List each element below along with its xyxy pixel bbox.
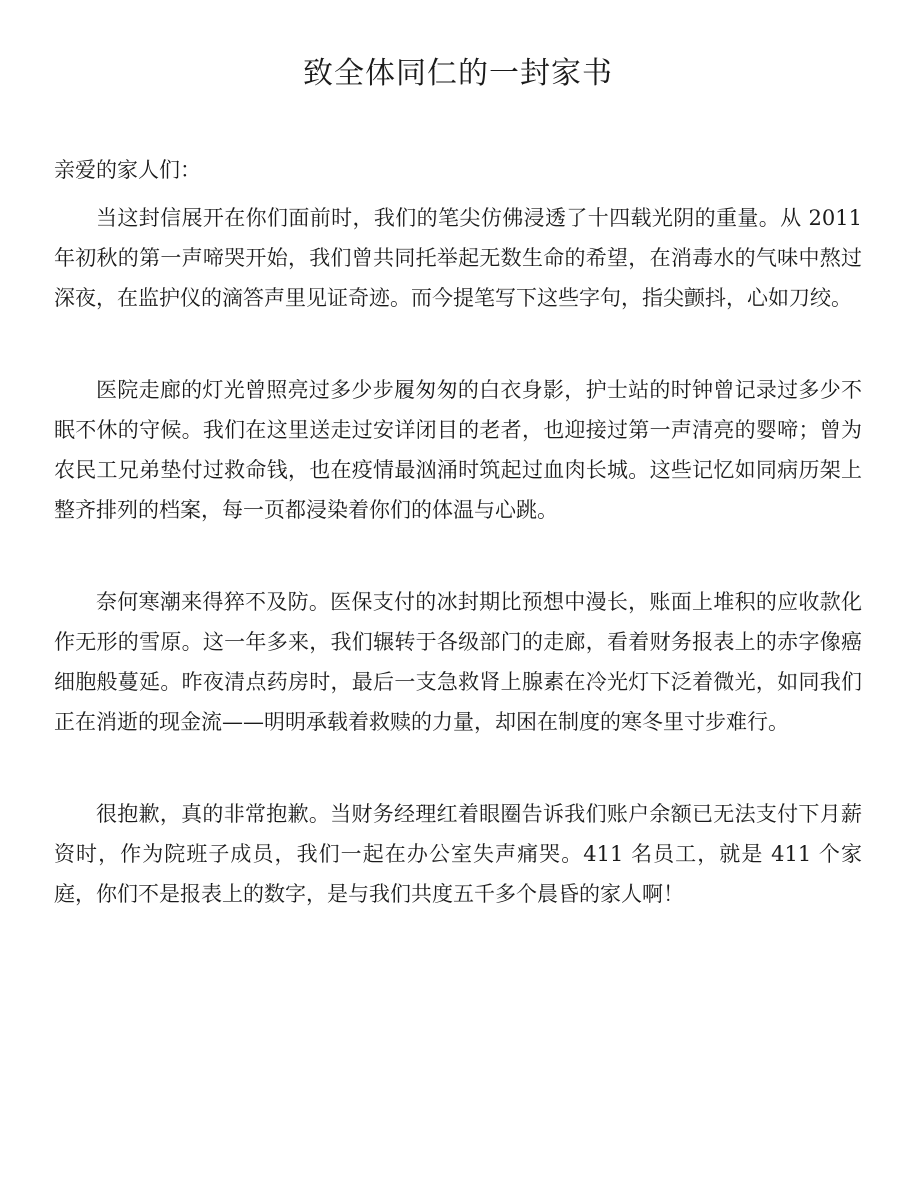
letter-paragraph-1: 当这封信展开在你们面前时，我们的笔尖仿佛浸透了十四载光阴的重量。从 2011 年初秋的第一声啼哭开始，我们曾共同托举起无数生命的希望，在消毒水的气味中熬过深夜，在监护仪的滴答声里见证奇迹。而今提笔写下这些字句，指尖颤抖，心如刀绞。 <box>54 206 862 310</box>
letter-salutation: 亲爱的家人们： <box>54 158 201 182</box>
letter-paragraph-4: 很抱歉，真的非常抱歉。当财务经理红着眼圈告诉我们账户余额已无法支付下月薪资时，作为院班子成员，我们一起在办公室失声痛哭。411 名员工，就是 411 个家庭，你们不是报表上的数字，是与我们共度五千多个晨昏的家人啊！ <box>54 802 862 906</box>
letter-paragraph-3: 奈何寒潮来得猝不及防。医保支付的冰封期比预想中漫长，账面上堆积的应收款化作无形的雪原。这一年多来，我们辗转于各级部门的走廊，看着财务报表上的赤字像癌细胞般蔓延。昨夜清点药房时，最后一支急救肾上腺素在冷光灯下泛着微光，如同我们正在消逝的现金流——明明承载着救赎的力量，却困在制度的寒冬里寸步难行。 <box>54 590 862 734</box>
letter-title: 致全体同仁的一封家书 <box>303 56 613 91</box>
letter-paragraph-2: 医院走廊的灯光曾照亮过多少步履匆匆的白衣身影，护士站的时钟曾记录过多少不眠不休的守候。我们在这里送走过安详闭目的老者，也迎接过第一声清亮的婴啼；曾为农民工兄弟垫付过救命钱，也在疫情最汹涌时筑起过血肉长城。这些记忆如同病历架上整齐排列的档案，每一页都浸染着你们的体温与心跳。 <box>54 378 862 522</box>
